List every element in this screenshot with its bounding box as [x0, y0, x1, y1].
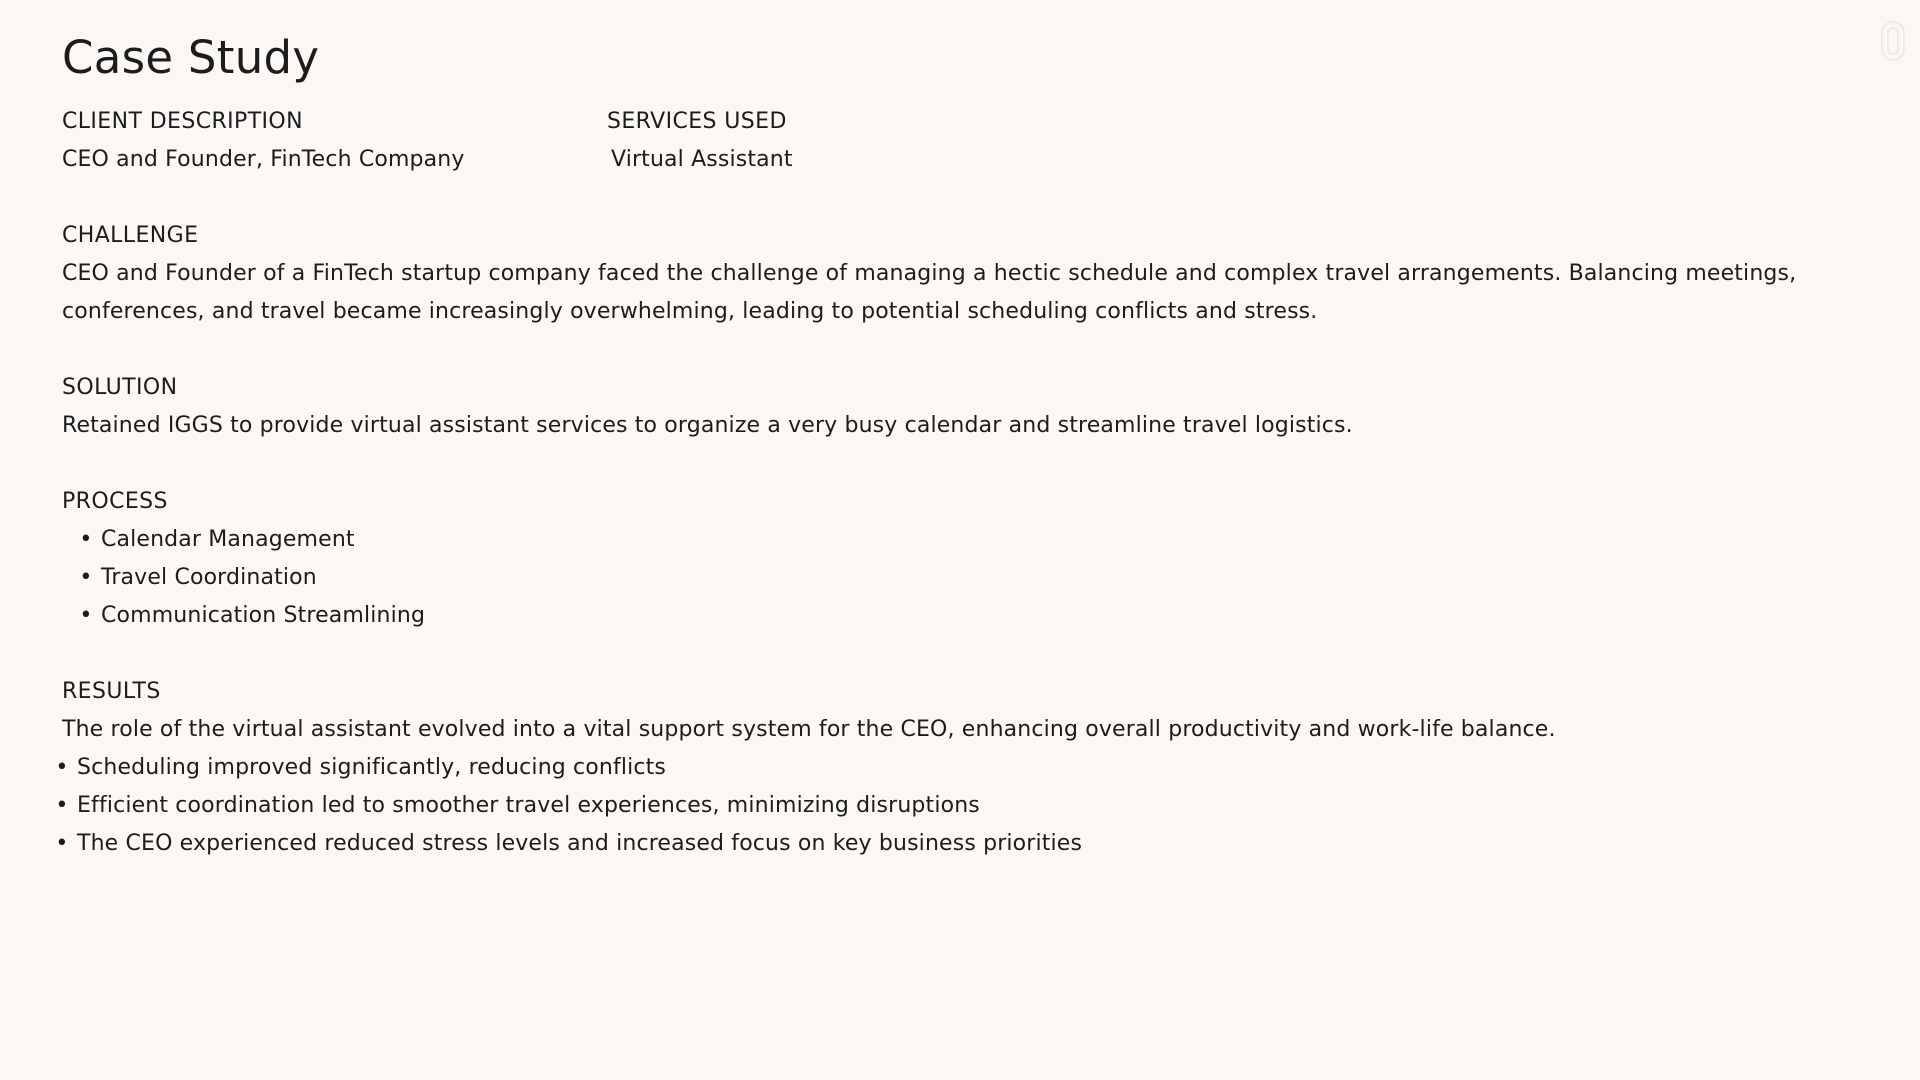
bullet: • — [79, 565, 93, 590]
meta-row — [62, 103, 1822, 179]
results-section — [55, 673, 1822, 863]
list-item — [55, 825, 1815, 863]
services-value: Virtual Assistant — [611, 147, 793, 172]
challenge-text: CEO and Founder of a FinTech startup company faced the challenge of managing a hectic schedule and complex travel arrangements. Balancing meetings, conferences, and travel became increasingly overwhelming, leading to potential scheduling conflicts and stress. — [62, 261, 1797, 324]
client-value: CEO and Founder, FinTech Company — [62, 147, 465, 172]
results-item: The CEO experienced reduced stress levels and increased focus on key business priorities — [77, 831, 1083, 856]
challenge-label: CHALLENGE — [62, 223, 199, 248]
process-item: Travel Coordination — [101, 565, 317, 590]
client-column — [62, 103, 607, 179]
list-item — [79, 521, 1822, 559]
case-study-page — [55, 30, 1822, 863]
results-list — [55, 749, 1815, 863]
process-label: PROCESS — [62, 489, 168, 514]
solution-label: SOLUTION — [62, 375, 178, 400]
outline-logo-icon — [1880, 20, 1906, 62]
bullet: • — [79, 527, 93, 552]
list-item — [79, 559, 1822, 597]
results-item: Scheduling improved significantly, reducing conflicts — [77, 755, 667, 780]
process-item: Calendar Management — [101, 527, 355, 552]
page-title: Case Study — [62, 31, 320, 84]
solution-text: Retained IGGS to provide virtual assistant services to organize a very busy calendar and streamline travel logistics. — [62, 413, 1353, 438]
results-item: Efficient coordination led to smoother travel experiences, minimizing disruptions — [77, 793, 980, 818]
bullet: • — [79, 603, 93, 628]
bullet: • — [55, 793, 69, 818]
results-text: The role of the virtual assistant evolved into a vital support system for the CEO, enhancing overall productivity and work-life balance. — [62, 717, 1556, 742]
solution-section — [62, 369, 1822, 445]
challenge-section — [62, 217, 1822, 331]
list-item — [55, 749, 1815, 787]
client-label: CLIENT DESCRIPTION — [62, 109, 304, 134]
process-item: Communication Streamlining — [101, 603, 426, 628]
services-label: SERVICES USED — [607, 109, 787, 134]
process-list — [62, 521, 1822, 635]
results-label: RESULTS — [62, 679, 161, 704]
list-item — [55, 787, 1815, 825]
services-column — [607, 103, 1007, 179]
process-section — [62, 483, 1822, 635]
list-item — [79, 597, 1822, 635]
bullet: • — [55, 831, 69, 856]
bullet: • — [55, 755, 69, 780]
